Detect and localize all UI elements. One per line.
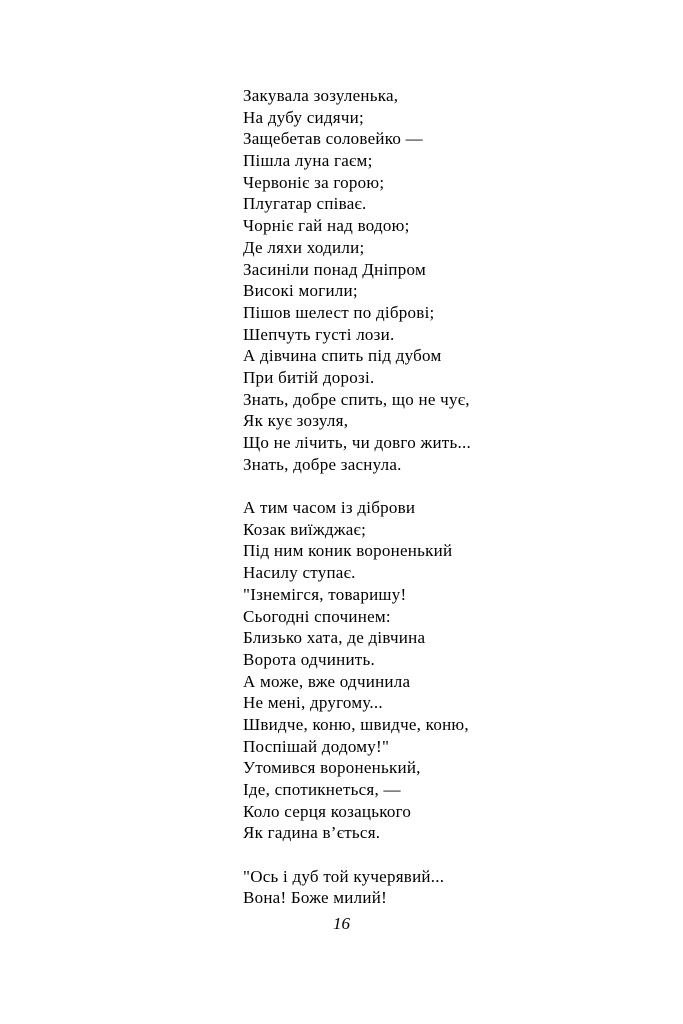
poem-line: Козак виїжджає; <box>243 519 367 539</box>
poem-line: Защебетав соловейко — <box>243 129 423 149</box>
poem-text <box>243 85 663 909</box>
poem-line: Пішла луна гаєм; <box>243 151 373 171</box>
poem-line: Ворота одчинить. <box>243 649 375 669</box>
poem-line: А дівчина спить під дубом <box>243 346 442 366</box>
poem-line: На дубу сидячи; <box>243 107 364 127</box>
poem-line: Не мені, другому... <box>243 693 383 713</box>
poem-line: Плугатар співає. <box>243 194 367 214</box>
poem-line: Шепчуть густі лози. <box>243 324 395 344</box>
poem-line: Утомився вороненький, <box>243 758 421 778</box>
poem-line: "Ось і дуб той кучерявий... <box>243 866 445 886</box>
poem-line: Знать, добре спить, що не чує, <box>243 389 470 409</box>
poem-line: Під ним коник вороненький <box>243 541 453 561</box>
poem-line: "Ізнемігся, товаришу! <box>243 584 407 604</box>
poem-line: Насилу ступає. <box>243 563 356 583</box>
poem-line: Пішов шелест по діброві; <box>243 302 435 322</box>
stanza <box>243 85 663 475</box>
poem-line: При битій дорозі. <box>243 367 375 387</box>
poem-line: Вона! Боже милий! <box>243 888 387 908</box>
stanza <box>243 497 663 844</box>
poem-line: Поспішай додому!" <box>243 736 390 756</box>
poem-line: Іде, спотикнеться, — <box>243 780 401 799</box>
poem-line: Високі могили; <box>243 281 358 301</box>
poem-line: Засиніли понад Дніпром <box>243 259 426 279</box>
poem-line: А може, вже одчинила <box>243 671 411 691</box>
poem-line: Швидче, коню, швидче, коню, <box>243 714 469 734</box>
stanza <box>243 866 663 909</box>
poem-line: Закувала зозуленька, <box>243 86 399 105</box>
poem-line: Червоніє за горою; <box>243 172 385 192</box>
poem-line: Близько хата, де дівчина <box>243 628 426 648</box>
poem-line: Як кує зозуля, <box>243 411 349 431</box>
poem-line: Чорніє гай над водою; <box>243 216 410 236</box>
poem-line: Знать, добре заснула. <box>243 454 402 474</box>
poem-line: А тим часом із діброви <box>243 498 416 518</box>
page-number: 16 <box>333 914 350 933</box>
poem-line: Що не лічить, чи довго жить... <box>243 433 471 452</box>
poem-line: Сьогодні спочинем: <box>243 606 391 626</box>
poem-line: Як гадина в’ється. <box>243 823 381 843</box>
poem-line: Коло серця козацького <box>243 801 412 821</box>
poem-line: Де ляхи ходили; <box>243 237 365 257</box>
